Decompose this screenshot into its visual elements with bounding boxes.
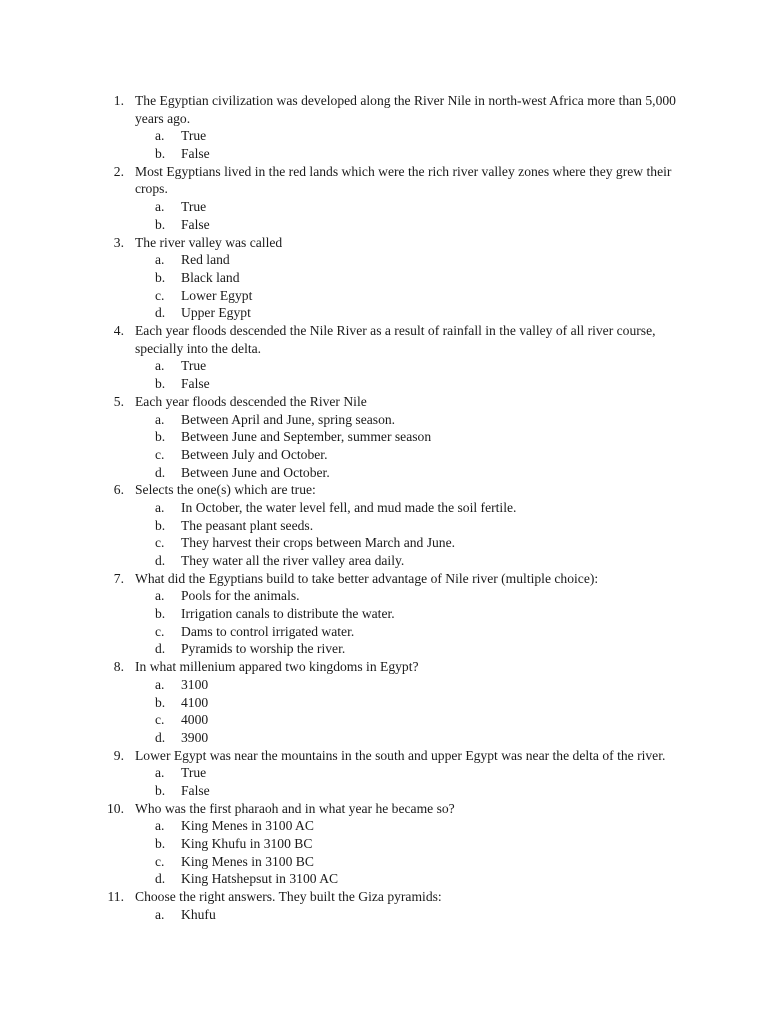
question-item [0,322,768,393]
option-letter: a. [155,818,165,834]
option-letter: b. [155,694,166,710]
option-text: True [181,199,207,215]
option-text: 4000 [181,712,209,728]
question-item [0,658,768,746]
option-letter: d. [155,641,166,657]
option-letter: c. [155,712,165,728]
option-letter: b. [155,269,166,285]
answer-option [0,517,768,535]
option-letter: d. [155,464,166,480]
option-letter: a. [155,358,165,374]
option-text: False [181,376,210,392]
question-number: 7. [113,570,124,586]
option-text: King Menes in 3100 BC [181,853,314,869]
answer-option [0,127,768,145]
option-text: Khufu [181,906,216,922]
option-letter: c. [155,446,165,462]
option-text: False [181,146,210,162]
question-number: 2. [113,163,124,179]
answer-option [0,446,768,464]
option-text: In October, the water level fell, and mud made the soil fertile. [181,499,517,515]
option-text: Pyramids to worship the river. [181,641,346,657]
question-number: 5. [113,393,124,409]
option-letter: a. [155,906,165,922]
answer-option [0,552,768,570]
option-text: King Hatshepsut in 3100 AC [181,871,339,887]
question-item [0,234,768,322]
option-letter: d. [155,305,166,321]
option-letter: b. [155,836,166,852]
option-text: Irrigation canals to distribute the water. [181,606,395,622]
answer-option [0,216,768,234]
question-text: Each year floods descended the River Nile [135,393,367,409]
option-text: Between June and October. [181,464,330,480]
option-letter: a. [155,128,165,144]
question-row [0,658,768,676]
option-text: Lower Egypt [181,287,253,303]
option-letter: c. [155,853,165,869]
question-number: 3. [113,234,124,250]
question-item [0,163,768,234]
option-text: Pools for the animals. [181,588,300,604]
option-text: 3900 [181,729,209,745]
option-letter: d. [155,729,166,745]
option-letter: b. [155,429,166,445]
question-row [0,800,768,818]
question-row [0,92,768,127]
question-text: Who was the first pharaoh and in what year he became so? [135,800,455,816]
question-text: What did the Egyptians build to take better advantage of Nile river (multiple choice): [135,570,599,586]
option-letter: c. [155,623,165,639]
option-text: They harvest their crops between March and June. [181,535,456,551]
question-list [0,92,768,924]
option-letter: d. [155,553,166,569]
option-letter: a. [155,765,165,781]
question-row [0,570,768,588]
answer-option [0,411,768,429]
option-text: The peasant plant seeds. [181,517,314,533]
option-text: Between June and September, summer season [181,429,432,445]
answer-option [0,853,768,871]
answer-option [0,499,768,517]
answer-option [0,782,768,800]
question-item [0,800,768,888]
question-item [0,393,768,481]
question-item [0,570,768,658]
answer-option [0,694,768,712]
option-letter: a. [155,676,165,692]
answer-option [0,428,768,446]
option-text: Black land [181,269,240,285]
question-text: Each year floods descended the Nile River as a result of rainfall in the valley of all river course, specially into the delta. [135,323,656,356]
option-text: False [181,216,210,232]
question-row [0,747,768,765]
answer-option [0,605,768,623]
answer-option [0,764,768,782]
answer-option [0,870,768,888]
question-text: Lower Egypt was near the mountains in the south and upper Egypt was near the delta of the river. [135,747,666,763]
answer-option [0,906,768,924]
answer-option [0,198,768,216]
option-text: 4100 [181,694,209,710]
question-row [0,393,768,411]
question-text: The river valley was called [135,234,283,250]
option-letter: b. [155,783,166,798]
answer-option [0,304,768,322]
option-letter: a. [155,588,165,604]
question-number: 10. [107,800,124,816]
answer-option [0,287,768,305]
question-text: In what millenium appared two kingdoms in Egypt? [135,659,419,675]
option-letter: a. [155,199,165,215]
option-text: Between April and June, spring season. [181,411,396,427]
option-text: True [181,128,207,144]
option-letter: a. [155,499,165,515]
answer-option [0,817,768,835]
question-row [0,481,768,499]
question-text: Most Egyptians lived in the red lands which were the rich river valley zones where they grew their crops. [135,163,672,197]
option-letter: c. [155,287,165,303]
question-number: 6. [113,482,124,498]
option-letter: b. [155,376,166,392]
question-item [0,747,768,800]
question-item [0,481,768,569]
option-text: True [181,765,207,781]
option-letter: b. [155,216,166,232]
answer-option [0,711,768,729]
option-letter: c. [155,535,165,551]
option-letter: a. [155,252,165,268]
option-text: Dams to control irrigated water. [181,623,355,639]
answer-option [0,375,768,393]
question-number: 1. [113,93,124,108]
question-row [0,322,768,357]
question-number: 4. [113,323,124,339]
option-text: True [181,358,207,374]
answer-option [0,145,768,163]
option-text: 3100 [181,676,209,692]
option-letter: b. [155,146,166,162]
question-number: 11. [107,889,124,905]
answer-option [0,587,768,605]
option-text: Red land [181,252,230,268]
answer-option [0,640,768,658]
question-text: Choose the right answers. They built the Giza pyramids: [135,889,442,905]
question-row [0,888,768,906]
question-item [0,888,768,923]
option-letter: d. [155,871,166,887]
answer-option [0,251,768,269]
option-text: King Menes in 3100 AC [181,818,314,834]
answer-option [0,729,768,747]
answer-option [0,464,768,482]
answer-option [0,534,768,552]
question-text: Selects the one(s) which are true: [135,482,316,498]
option-text: Between July and October. [181,446,328,462]
question-row [0,234,768,252]
question-row [0,163,768,198]
option-letter: b. [155,517,166,533]
option-text: They water all the river valley area daily. [181,553,405,569]
option-text: Upper Egypt [181,305,251,321]
answer-option [0,269,768,287]
answer-option [0,623,768,641]
answer-option [0,357,768,375]
question-number: 8. [113,659,124,675]
question-number: 9. [113,747,124,763]
answer-option [0,835,768,853]
option-text: King Khufu in 3100 BC [181,836,313,852]
option-text: False [181,783,210,798]
option-letter: a. [155,411,165,427]
option-letter: b. [155,606,166,622]
question-text: The Egyptian civilization was developed along the River Nile in north-west Africa more than 5,000 years ago. [135,93,676,126]
question-item [0,92,768,163]
answer-option [0,676,768,694]
